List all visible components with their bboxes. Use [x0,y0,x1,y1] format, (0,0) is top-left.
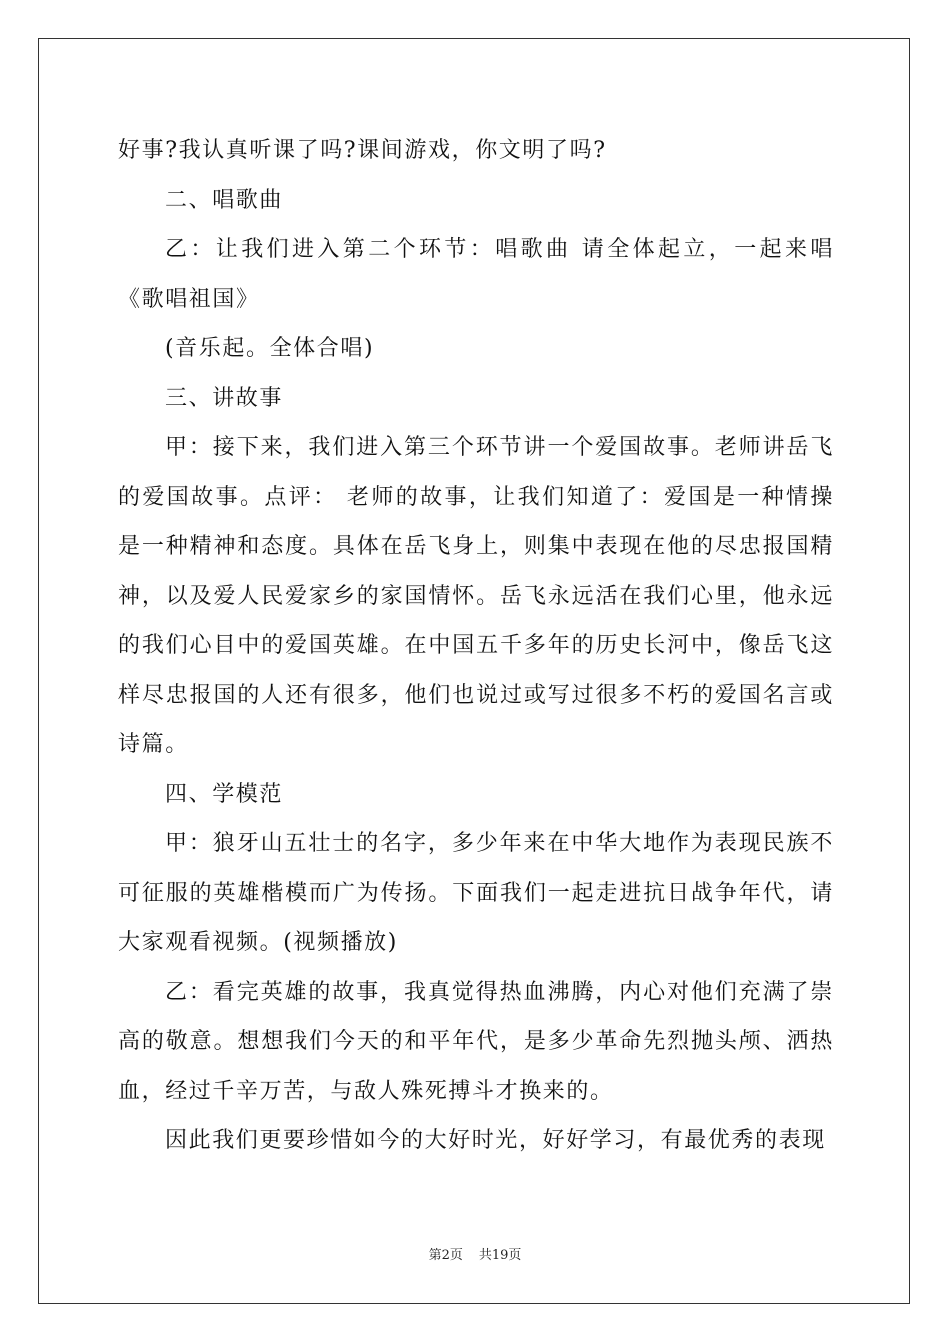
paragraph-5: 甲：狼牙山五壮士的名字，多少年来在中华大地作为表现民族不可征服的英雄楷模而广为传扬。下面我们一起走进抗日战争年代，请大家观看视频。(视频播放) [118,831,834,955]
section-heading-story: 三、讲故事 [165,385,284,411]
paragraph-2: 乙：让我们进入第二个环节：唱歌曲 请全体起立，一起来唱《歌唱祖国》 [118,237,834,312]
page-footer [0,1244,950,1263]
section-heading-sing: 二、唱歌曲 [165,187,284,213]
page-total: 共19页 [478,1248,522,1263]
page-number: 第2页 [428,1248,463,1263]
section-heading-model: 四、学模范 [165,781,284,807]
paragraph-6: 乙：看完英雄的故事，我真觉得热血沸腾，内心对他们充满了崇高的敬意。想想我们今天的和平年代，是多少革命先烈抛头颅、洒热血，经过千辛万苦，与敌人殊死搏斗才换来的。 [118,979,834,1104]
paragraph-4: 甲：接下来，我们进入第三个环节讲一个爱国故事。老师讲岳飞的爱国故事。点评： 老师的故事，让我们知道了：爱国是一种情操是一种精神和态度。具体在岳飞身上，则集中表现在他的尽忠报国精神，以及爱人民爱家乡的家国情怀。岳飞永远活在我们心里，他永远的我们心目中的爱国英雄。在中国五千多年的历史长河中，像岳飞这样尽忠报国的人还有很多，他们也说过或写过很多不朽的爱国名言或诗篇。 [118,435,834,757]
paragraph-3: (音乐起。全体合唱) [165,336,375,361]
document-body [118,126,834,1166]
paragraph-1: 好事?我认真听课了吗?课间游戏，你文明了吗? [118,138,607,163]
paragraph-7: 因此我们更要珍惜如今的大好时光，好好学习，有最优秀的表现 [165,1128,826,1153]
